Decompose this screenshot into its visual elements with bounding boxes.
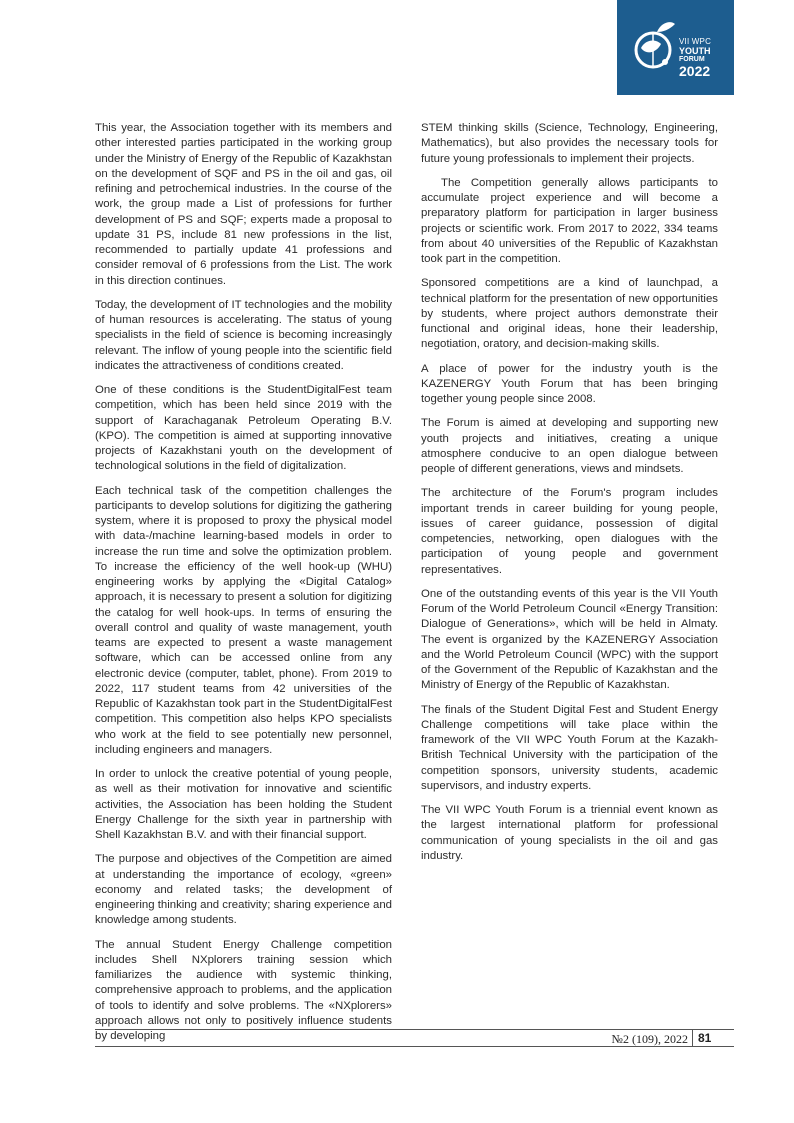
issue-number: №2 (109), 2022	[611, 1032, 688, 1046]
paragraph: Each technical task of the competition challenges the participants to develop solutions for digitizing the gathering system, where it is proposed to proxy the physical model with data-/machine learning-based models in order to increase the run time and solve the optimization problem. To increase the efficiency of the well hook-up (WHU) engineering works by applying the «Digital Catalog» approach, it is necessary to present a solution for digitizing the catalog for well hook-ups. In terms of ensuring the overall control and quality of waste management, youth teams are expected to present a waste management software, which can be accessed online from any electronic device (computer, tablet, phone). From 2019 to 2022, 117 student teams from 42 universities of the Republic of Kazakhstan took part in the StudentDigitalFest competition. This competition also helps KPO specialists who work at the field to see potentially new personnel, including engineers and managers.	[95, 484, 392, 756]
logo-wordmark	[679, 38, 711, 78]
paragraph: In order to unlock the creative potential of young people, as well as their motivation for innovative and scientific activities, the Association has been holding the Student Energy Challenge for the sixth year in partnership with Shell Kazakhstan B.V. and with their financial support.	[95, 768, 392, 841]
paragraph: Today, the development of IT technologies and the mobility of human resources is accelerating. The status of young specialists in the field of science is becoming increasingly relevant. The inflow of young people into the scientific field indicates the attractiveness of conditions created.	[95, 298, 392, 372]
right-column	[421, 121, 718, 873]
paragraph: One of the outstanding events of this year is the VII Youth Forum of the World Petroleum Council «Energy Transition: Dialogue of Generations», which will be held in Almaty. The event is organized by the KAZENERGY Association and the World Petroleum Council (WPC) with the support of the Government of the Republic of Kazakhstan and the Ministry of Energy of the Republic of Kazakhstan.	[421, 587, 718, 692]
paragraph: The purpose and objectives of the Competition are aimed at understanding the importance of ecology, «green» economy and related tasks; the development of engineering thinking and creativity; sharing experience and knowledge among students.	[95, 853, 392, 927]
paragraph: One of these conditions is the StudentDigitalFest team competition, which has been held since 2019 with the support of Karachaganak Petroleum Operating B.V. (KPO). The competition is aimed at supporting innovative projects of Kazakhstani youth on the development of technological solutions in the field of digitalization.	[95, 384, 392, 473]
globe-leaf-icon	[631, 18, 677, 80]
left-column	[95, 121, 392, 1053]
logo-line-1: VII WPC	[679, 37, 712, 46]
paragraph: The annual Student Energy Challenge competition includes Shell NXplorers training session which familiarizes the audience with systemic thinking, comprehensive approach to problems, and the application of tools to identify and solve problems. The «NXplorers» approach allows not only to positively influence students by developing	[95, 938, 392, 1042]
logo-line-3: FORUM	[679, 56, 705, 63]
footer-rule-top	[95, 1029, 734, 1030]
paragraph: A place of power for the industry youth is the KAZENERGY Youth Forum that has been bringing together young people since 2008.	[421, 362, 718, 405]
paragraph: The Competition generally allows participants to accumulate project experience and will become a preparatory platform for participation in larger business projects or scientific work. From 2017 to 2022, 334 teams from about 40 universities of the Republic of Kazakhstan took part in the competition.	[421, 176, 718, 265]
footer-separator	[692, 1030, 693, 1046]
page-number: 81	[698, 1031, 712, 1045]
logo-line-4: 2022	[679, 63, 711, 79]
paragraph: The architecture of the Forum's program includes important trends in career building for young people, issues of career guidance, possession of digital competencies, networking, open dialogues with the participation of young people and government representatives.	[421, 487, 718, 576]
paragraph: This year, the Association together with its members and other interested parties participated in the working group under the Ministry of Energy of the Republic of Kazakhstan on the development of SQF and PS in the oil and gas, oil refining and petrochemical industries. In the course of the work, the group made a List of professions for further development of PS and SQF; experts made a proposal to update 31 PS, include 81 new professions in the list, recommended to partially update 41 professions and consider removal of 6 professions from the List. The work in this direction continues.	[95, 122, 392, 287]
paragraph: The finals of the Student Digital Fest and Student Energy Challenge competitions will take place within the framework of the VII WPC Youth Forum at the Kazakh-British Technical University with the participation of the competition sponsors, university students, academic supervisors, and industry experts.	[421, 703, 718, 792]
logo-line-2: YOUTH	[679, 46, 711, 56]
forum-logo	[617, 0, 734, 95]
paragraph: The Forum is aimed at developing and supporting new youth projects and initiatives, creating a unique atmosphere conducive to an open dialogue between people of different generations, views and mindsets.	[421, 417, 718, 475]
paragraph: The VII WPC Youth Forum is a triennial event known as the largest international platform for professional communication of young specialists in the oil and gas industry.	[421, 804, 718, 862]
paragraph: Sponsored competitions are a kind of launchpad, a technical platform for the presentation of new opportunities by students, where project authors demonstrate their functional and original ideas, hone their leadership, negotiation, oratory, and decision-making skills.	[421, 277, 718, 351]
paragraph: STEM thinking skills (Science, Technology, Engineering, Mathematics), but also provides the necessary tools for future young professionals to implement their projects.	[421, 122, 718, 165]
